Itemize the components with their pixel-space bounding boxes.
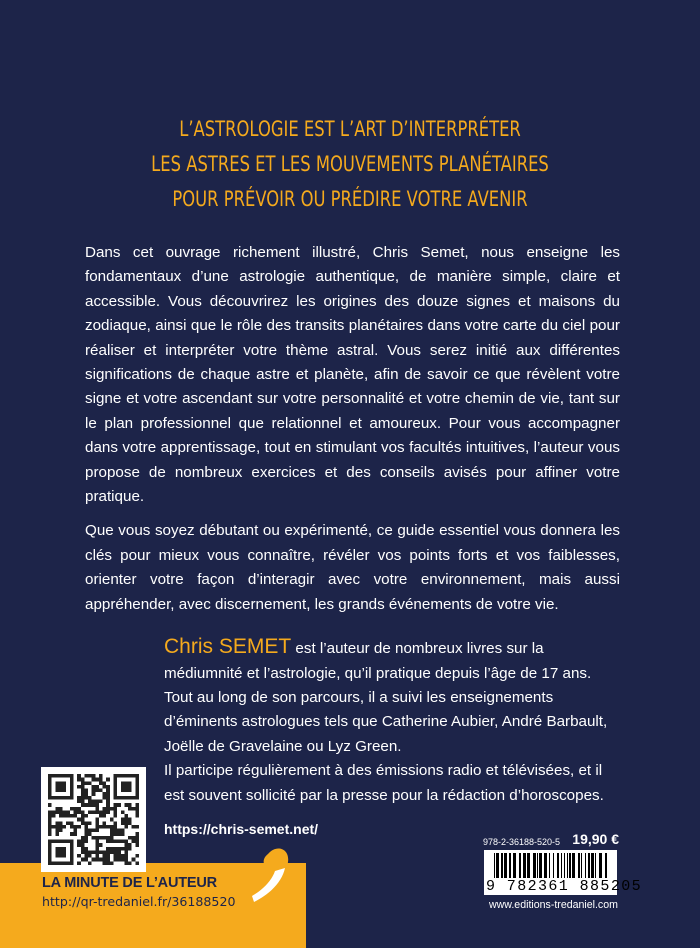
author-website-link[interactable]: https://chris-semet.net/ (164, 820, 319, 837)
main-content (85, 241, 620, 838)
description-paragraph: Que vous soyez débutant ou expérimenté, ce guide essentiel vous donnera les clés pour mieux vous connaître, révéler vos points forts et vos faiblesses, orienter votre façon d’interagir avec votre environnement, mais aussi appréhender, avec discernement, les grands événements de votre vie. (85, 522, 620, 613)
comma-quote-icon (250, 842, 300, 912)
headline-line: L’ASTROLOGIE EST L’ART D’INTERPRÉTER (179, 117, 521, 141)
author-bio-text: est l’auteur de nombreux livres sur la médiumnité et l’astrologie, qu’il pratique depuis l’âge de 17 ans. Tout au long de son parcours, il a suivi les enseignements d’éminents astrologues tels que Catherine Aubier, André Barbault, Joëlle de Gravelaine ou Lyz Green. (164, 640, 608, 755)
author-name: Chris SEMET (164, 635, 292, 659)
qr-title: LA MINUTE DE L’AUTEUR (42, 875, 217, 891)
headline-line: LES ASTRES ET LES MOUVEMENTS PLANÉTAIRES (151, 152, 549, 176)
publisher-website[interactable]: www.editions-tredaniel.com (489, 899, 618, 911)
description-paragraph: Dans cet ouvrage richement illustré, Chris Semet, nous enseigne les fondamentaux d’une astrologie authentique, de manière simple, claire et accessible. Vous découvrirez les origines des douze signes et maisons du zodiaque, ainsi que le rôle des transits planétaires dans votre carte du ciel pour réaliser et interpréter votre thème astral. Vous serez initié aux différentes significations de chaque astre et planète, afin de savoir ce que révèlent votre signe et votre ascendant sur votre personnalité et votre chemin de vie, tant sur le plan professionnel que relationnel et amoureux. Pour vous accompagner dans votre apprentissage, tout en stimulant vos facultés intuitives, l’auteur vous propose de nombreux exercices et des conseils avisés pour affiner votre pratique. (85, 244, 620, 506)
author-bio-text-2: Il participe régulièrement à des émissions radio et télévisées, et il est souvent sollicité par la presse pour la rédaction d’horoscopes. (164, 762, 604, 804)
headline (77, 112, 623, 217)
headline-line: POUR PRÉVOIR OU PRÉDIRE VOTRE AVENIR (172, 187, 528, 211)
qr-code[interactable] (41, 767, 146, 872)
qr-url-link[interactable]: http://qr-tredaniel.fr/36188520 (42, 894, 236, 909)
isbn: 978-2-36188-520-5 (483, 837, 561, 847)
price-row (483, 830, 619, 848)
barcode-number: 9 782361 885205 (486, 878, 643, 895)
price: 19,90 € (572, 831, 619, 847)
author-bio (164, 635, 620, 808)
qr-text (42, 875, 235, 910)
barcode (484, 850, 643, 895)
